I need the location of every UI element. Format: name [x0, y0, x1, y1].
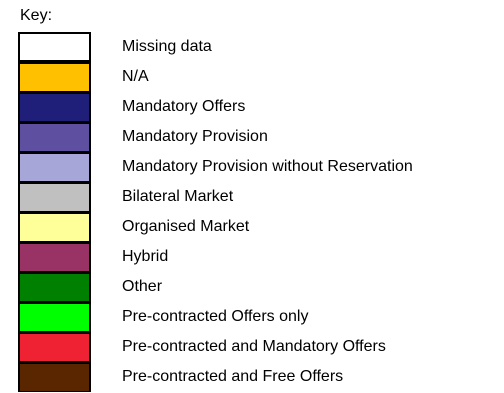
legend-item [0, 362, 504, 392]
legend-item [0, 242, 504, 272]
legend-swatch [20, 64, 89, 91]
legend-swatch [20, 274, 89, 301]
legend-swatch [18, 32, 91, 62]
legend-label: Mandatory Provision without Reservation [122, 158, 413, 175]
legend-label: Mandatory Provision [122, 128, 268, 145]
legend-label: Organised Market [122, 218, 250, 235]
legend-label: Missing data [122, 38, 212, 55]
legend-item [0, 302, 504, 332]
legend-swatch [20, 184, 89, 211]
legend-label: Bilateral Market [122, 188, 234, 205]
legend-item [0, 62, 504, 92]
legend-swatch [20, 214, 89, 241]
legend-label: Hybrid [122, 248, 169, 265]
legend-item [0, 122, 504, 152]
legend-item [0, 152, 504, 182]
legend-label: Pre-contracted and Mandatory Offers [122, 338, 386, 355]
legend-label: Mandatory Offers [122, 98, 246, 115]
legend-item [0, 332, 504, 362]
legend-swatch [20, 244, 89, 271]
legend-swatch [20, 334, 89, 361]
legend-swatch [20, 154, 89, 181]
legend-item [0, 272, 504, 302]
legend-item [0, 182, 504, 212]
legend-item [0, 32, 504, 62]
legend-swatch [20, 304, 89, 331]
legend-swatch [20, 364, 89, 391]
legend-label: N/A [122, 68, 149, 85]
legend-swatch [20, 94, 89, 121]
legend-label: Pre-contracted and Free Offers [122, 368, 344, 385]
legend-label: Other [122, 278, 163, 295]
legend-label: Pre-contracted Offers only [122, 308, 309, 325]
legend-swatch [20, 124, 89, 151]
key-title: Key: [20, 7, 53, 24]
legend-item [0, 212, 504, 242]
legend-item [0, 92, 504, 122]
